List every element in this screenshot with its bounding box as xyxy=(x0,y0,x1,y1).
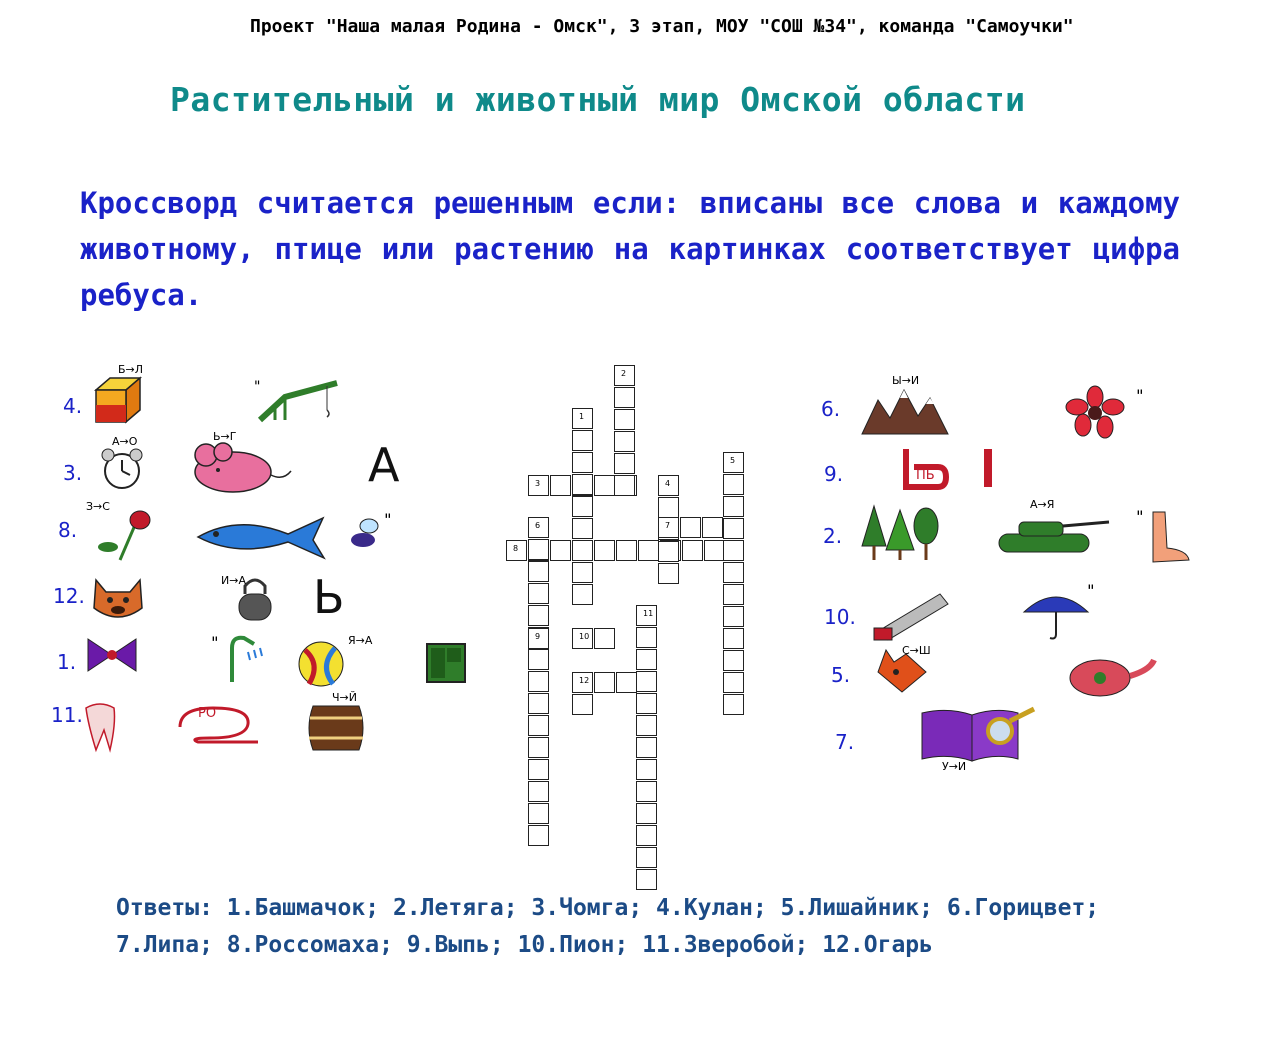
svg-text:": " xyxy=(1135,386,1145,405)
crossword-cell xyxy=(704,540,725,561)
crossword-cell xyxy=(680,517,701,538)
window-icon xyxy=(423,640,471,685)
crossword-cell xyxy=(723,694,744,715)
svg-text:": " xyxy=(210,633,220,652)
tooth-icon xyxy=(78,698,128,756)
crossword-cell xyxy=(723,650,744,671)
rebus-number: 3. xyxy=(63,461,83,485)
ball-icon xyxy=(295,640,347,688)
crossword-cell xyxy=(682,540,703,561)
pb-glyph: ПЬ xyxy=(916,468,935,483)
crossword-cell xyxy=(636,825,657,846)
clue-number: 6 xyxy=(535,521,541,530)
crossword-cell xyxy=(636,627,657,648)
crossword-cell xyxy=(614,387,635,408)
crossword-cell xyxy=(572,584,593,605)
svg-text:": " xyxy=(383,510,393,529)
crossword-cell xyxy=(636,803,657,824)
clue-number: 10 xyxy=(579,632,590,641)
crossword-cell xyxy=(572,452,593,473)
trees-icon xyxy=(860,502,940,562)
crossword-cell xyxy=(616,672,637,693)
bow-icon xyxy=(82,635,142,675)
crossword-cell xyxy=(638,540,659,561)
clue-number: 9 xyxy=(535,632,541,641)
letter-hint: У→И xyxy=(942,760,967,773)
crossword-cell xyxy=(594,540,615,561)
shower-icon xyxy=(210,630,270,685)
letter-hint: Ь→Г xyxy=(213,430,237,443)
letter-hint: З→С xyxy=(86,500,110,513)
letter-hint: Б→Л xyxy=(118,363,144,376)
crossword-cell xyxy=(572,540,593,561)
clue-number: 5 xyxy=(730,456,736,465)
crossword-cell xyxy=(636,693,657,714)
clue-number: 12 xyxy=(579,676,590,685)
book-magnifier-icon xyxy=(918,705,1038,765)
crossword-cell xyxy=(528,561,549,582)
clue-number: 2 xyxy=(621,369,627,378)
crossword-cell xyxy=(528,759,549,780)
flower-icon xyxy=(1065,385,1155,440)
tank-icon xyxy=(995,508,1115,558)
answers-block xyxy=(116,890,1216,964)
answers-line-1: Ответы: 1.Башмачок; 2.Летяга; 3.Чомга; 4.Кулан; 5.Лишайник; 6.Горицвет; xyxy=(116,895,1100,921)
crossword-cell xyxy=(636,781,657,802)
crossword-cell xyxy=(594,672,615,693)
rebus-number: 12. xyxy=(53,584,85,608)
crossword-cell xyxy=(614,475,635,496)
rebus-number: 2. xyxy=(823,524,843,548)
rebus-number: 11. xyxy=(51,703,83,727)
crossword-cell xyxy=(723,628,744,649)
crossword-cell xyxy=(550,540,571,561)
crossword-cell xyxy=(528,583,549,604)
crossword-cell xyxy=(616,540,637,561)
right-rebus-panel xyxy=(810,360,1200,780)
crossword-cell xyxy=(658,497,679,518)
clue-number: 3 xyxy=(535,479,541,488)
crossword-cell xyxy=(636,737,657,758)
crossword-cell xyxy=(723,606,744,627)
crossword-cell xyxy=(572,496,593,517)
rose-icon xyxy=(90,505,160,563)
crossword-cell xyxy=(528,605,549,626)
crossword-cell xyxy=(528,825,549,846)
crossword-cell xyxy=(636,847,657,868)
crossword-cell xyxy=(528,693,549,714)
crossword-cell xyxy=(723,672,744,693)
crossword-cell xyxy=(636,869,657,890)
rebus-number: 4. xyxy=(63,394,83,418)
crossword-cell xyxy=(658,563,679,584)
crossword-cell xyxy=(658,541,679,562)
crossword-cell xyxy=(636,649,657,670)
rebus-number: 7. xyxy=(835,730,855,754)
svg-text:": " xyxy=(253,379,262,395)
fly-icon xyxy=(343,510,403,558)
clue-number: 1 xyxy=(579,412,585,421)
rebus-number: 8. xyxy=(58,518,78,542)
mouse-icon xyxy=(188,440,293,498)
letter-hint: А→Я xyxy=(1030,498,1055,511)
crossword-cell xyxy=(723,496,744,517)
crossword-cell xyxy=(528,539,549,560)
cat-face-icon xyxy=(88,568,148,623)
crossword-cell xyxy=(702,517,723,538)
crossword-cell xyxy=(723,562,744,583)
crossword-cell xyxy=(528,803,549,824)
crossword-cell xyxy=(614,409,635,430)
rebus-number: 10. xyxy=(824,605,856,629)
instructions-text: Кроссворд считается решенным если: вписаны все слова и каждому животному, птице или растению на картинках соответствует цифра ребуса. xyxy=(80,186,1180,312)
letter-hint: Ч→Й xyxy=(332,691,357,704)
letter-a-glyph: А xyxy=(368,438,400,492)
page-title: Растительный и животный мир Омской области xyxy=(170,80,1026,119)
crossword-grid xyxy=(500,360,760,790)
svg-text:": " xyxy=(1086,581,1096,600)
crossword-cell xyxy=(614,453,635,474)
fish-icon xyxy=(188,512,328,562)
crossword-cell xyxy=(528,737,549,758)
clue-number: 7 xyxy=(665,521,671,530)
crossword-cell xyxy=(528,715,549,736)
alarm-clock-icon xyxy=(98,445,146,493)
crossword-cell xyxy=(594,475,615,496)
clue-number: 8 xyxy=(513,544,519,553)
letter-hint: Ы→И xyxy=(892,374,920,387)
crossword-cell xyxy=(723,540,744,561)
barrel-icon xyxy=(305,700,367,756)
crossword-cell xyxy=(528,781,549,802)
saw-icon xyxy=(870,588,960,643)
crossword-cell xyxy=(572,430,593,451)
project-header: Проект "Наша малая Родина - Омск", 3 этап, МОУ "СОШ №34", команда "Самоучки" xyxy=(250,16,1074,37)
rebus-number: 5. xyxy=(831,663,851,687)
teapot-icon xyxy=(1060,648,1160,700)
rebus-number: 1. xyxy=(57,650,77,674)
crossword-cell xyxy=(572,474,593,495)
crossword-cell xyxy=(636,715,657,736)
letter-hint: И→А xyxy=(221,574,246,587)
crossword-cell xyxy=(528,649,549,670)
letter-hint: Я→А xyxy=(348,634,373,647)
crossword-cell xyxy=(572,562,593,583)
crossword-cell xyxy=(594,628,615,649)
svg-text:": " xyxy=(1135,507,1145,526)
crossword-cell xyxy=(723,584,744,605)
crossword-cell xyxy=(528,671,549,692)
soft-sign-glyph: Ь xyxy=(313,570,345,624)
cube-icon xyxy=(90,372,146,428)
crossword-cell xyxy=(723,518,744,539)
crossword-cell xyxy=(614,431,635,452)
answers-line-2: 7.Липа; 8.Россомаха; 9.Выпь; 10.Пион; 11.Зверобой; 12.Огарь xyxy=(116,932,933,958)
ro-glyph: РО xyxy=(198,706,217,721)
letter-hint: А→О xyxy=(112,435,138,448)
bi-letters-icon xyxy=(900,445,1000,493)
clue-number: 4 xyxy=(665,479,671,488)
umbrella-icon xyxy=(1020,582,1100,642)
crossword-cell xyxy=(572,694,593,715)
crossword-cell xyxy=(723,474,744,495)
crane-icon xyxy=(255,375,345,425)
rebus-number: 9. xyxy=(824,462,844,486)
crossword-cell xyxy=(636,671,657,692)
crossword-cell xyxy=(636,759,657,780)
left-rebus-panel xyxy=(50,360,500,760)
rebus-number: 6. xyxy=(821,397,841,421)
crossword-cell xyxy=(550,475,571,496)
clue-number: 11 xyxy=(643,609,654,618)
letter-hint: С→Ш xyxy=(902,644,931,657)
crossword-cell xyxy=(572,518,593,539)
foot-icon xyxy=(1135,508,1195,568)
